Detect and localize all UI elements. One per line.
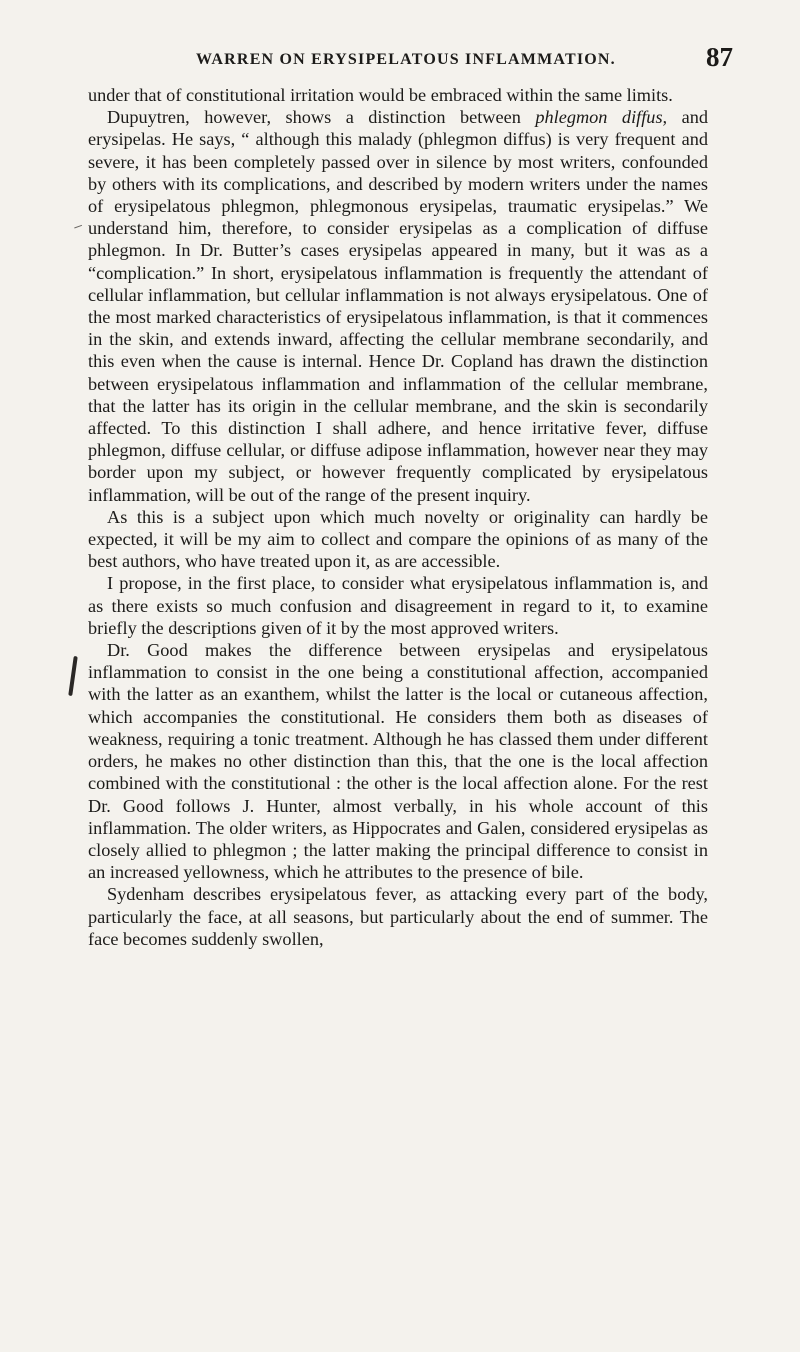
text-run: and erysipelas. He says, “ although this malady (phlegmon diffus) is very frequent and severe, it has been completely passed over in silence by most writers, confounded by others with its complications, and described by modern writers under the names of erysipelatous phlegmon, phlegmonous erysipelas, traumatic erysipelas.” We understand him, therefore, to consider erysipelas as a complication of diffuse phlegmon. In Dr. Butter’s cases erysipelas appeared in many, but it was as a “complication.” In short, erysipelatous inflammation is frequently the attendant of cellular inflammation, but cellular inflammation is not always erysipelatous. One of the most marked characteristics of erysipelatous inflammation, is that it commences in the skin, and extends inward, affecting the cellular membrane secondarily, and this even when the cause is internal. Hence Dr. Copland has drawn the distinction between erysipelatous inflammation and inflammation of the cellular membrane, that the latter has its origin in the cellular membrane, and the skin is secondarily affected. To this distinction I shall adhere, and hence irritative fever, diffuse phlegmon, diffuse cellular, or diffuse adipose inflammation, however near they may border upon my subject, or however frequently complicated by erysipelatous inflammation, will be out of the range of the present inquiry. — [88, 107, 709, 505]
text-run: Dupuytren, however, shows a distinction between — [107, 107, 536, 128]
body-text — [88, 84, 708, 950]
running-head — [0, 42, 800, 78]
paragraph — [88, 572, 708, 639]
italic-term: phlegmon diffus, — [535, 107, 668, 128]
paragraph — [88, 883, 708, 950]
paragraph — [88, 84, 708, 106]
text-run: Dr. Good makes the difference between erysipelas and erysipelatous inflammation to consist in the one being a constitutional affection, accompanied with the latter as an exanthem, whilst the latter is the local or cutaneous affection, which accompanies the constitutional. He considers them both as diseases of weakness, requiring a tonic treatment. Although he has classed them under different orders, he makes no other distinction than this, that the one is the local affection combined with the constitutional : the other is the local affection alone. For the rest Dr. Good follows J. Hunter, almost verbally, in his whole account of this inflammation. The older writers, as Hippocrates and Galen, considered erysipelas as closely allied to phlegmon ; the latter making the principal difference to consist in an increased yellowness, which he attributes to the presence of bile. — [88, 640, 708, 883]
ink-blot — [68, 656, 78, 696]
text-run: I propose, in the first place, to consider what erysipelatous inflammation is, and as there exists so much confusion and disagreement in regard to it, to examine briefly the descriptions given of it by the most approved writers. — [88, 573, 708, 638]
text-run: Sydenham describes erysipelatous fever, as attacking every part of the body, particularly the face, at all seasons, but particularly about the end of summer. The face becomes suddenly swollen, — [88, 884, 708, 949]
paragraph — [88, 639, 708, 883]
text-run: under that of constitutional irritation would be embraced within the same limits. — [88, 85, 673, 105]
paragraph — [88, 106, 708, 506]
text-run: As this is a subject upon which much novelty or originality can hardly be expected, it will be my aim to collect and compare the opinions of as many of the best authors, who have treated upon it, as are accessible. — [88, 506, 708, 572]
paragraph — [88, 506, 708, 573]
margin-pencil-mark — [74, 225, 84, 233]
running-title: WARREN ON ERYSIPELATOUS INFLAMMATION. — [196, 51, 616, 68]
page-number: 87 — [706, 42, 733, 72]
